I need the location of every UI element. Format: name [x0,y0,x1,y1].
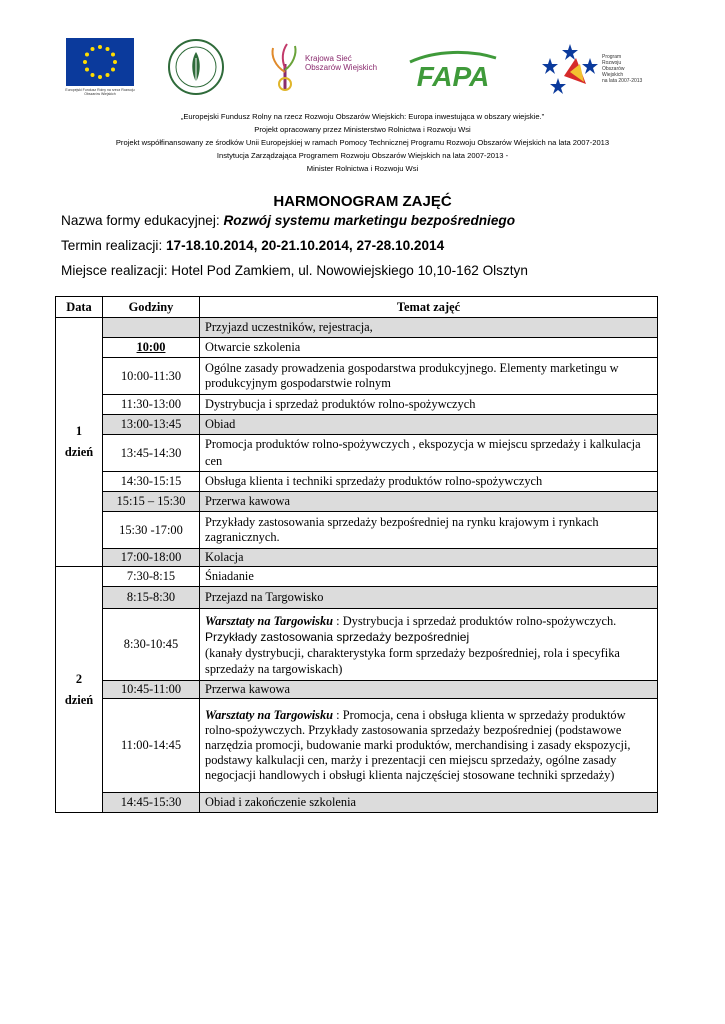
table-row [56,492,658,512]
table-row [56,549,658,567]
prow-stars-icon [540,42,600,98]
table-row [56,567,658,587]
workshop-title: Warsztaty na Targowisku [205,708,334,722]
table-row [56,435,658,472]
topic-cell: Ogólne zasady prowadzenia gospodarstwa produkcyjnego. Elementy marketingu w produkcyjnym gospodarstwie rolnym [200,358,658,395]
fapa-text: FAPA [416,61,490,92]
time-cell: 14:45-15:30 [103,793,200,813]
time-cell: 8:30-10:45 [103,609,200,681]
table-row [56,318,658,338]
topic-cell: Obiad i zakończenie szkolenia [200,793,658,813]
day-1-cell [56,318,103,567]
table-row [56,587,658,609]
topic-cell [200,699,658,793]
topic-cell [200,609,658,681]
topic-part-b: Przykłady zastosowania sprzedaży bezpośredniej [205,629,470,644]
header-line-2: Projekt opracowany przez Ministerstwo Rolnictwa i Rozwoju Wsi [254,125,471,134]
topic-cell: Obsługa klienta i techniki sprzedaży produktów rolno-spożywczych [200,472,658,492]
table-row [56,681,658,699]
time-cell: 10:00-11:30 [103,358,200,395]
table-row [56,472,658,492]
header-line-4: Instytucja Zarządzająca Programem Rozwoju Obszarów Wiejskich na lata 2007-2013 - [216,151,509,160]
ksow-text-2: Obszarów Wiejskich [305,63,378,72]
header-line-3: Projekt współfinansowany ze środków Unii Europejskiej w ramach Pomocy Technicznej Programu Rozwoju Obszarów Wiejskich na lata 2007-2013 [115,138,610,147]
ksow-tree-icon [265,42,305,92]
topic-cell: Przyjazd uczestników, rejestracja, [200,318,658,338]
term-label: Termin realizacji: [61,238,166,253]
topic-cell: Śniadanie [200,567,658,587]
term-line [61,238,444,253]
day-2-cell [56,567,103,813]
logo-strip [60,38,660,100]
table-header-row [56,297,658,318]
workshop-title: Warsztaty na Targowisku [205,613,334,628]
topic-cell: Przykłady zastosowania sprzedaży bezpośredniej na rynku krajowym i rynkach zagranicznych. [200,512,658,549]
topic-part-c: (kanały dystrybucji, charakterystyka form sprzedaży bezpośredniej, rola i specyfika sprzedaży na targowiskach) [205,645,620,676]
form-name-line [61,213,515,228]
form-label: Nazwa formy edukacyjnej: [61,213,224,228]
page-title: HARMONOGRAM ZAJĘĆ [273,193,452,210]
time-cell: 8:15-8:30 [103,587,200,609]
day-2-label: dzień [64,692,94,707]
header-line-1: „Europejski Fundusz Rolny na rzecz Rozwoju Obszarów Wiejskich: Europa inwestująca w obszary wiejskie.” [180,112,545,121]
time-cell: 14:30-15:15 [103,472,200,492]
prow-logo [540,42,660,98]
eu-flag-icon [66,38,134,86]
topic-cell: Obiad [200,415,658,435]
table-row [56,358,658,395]
prow-text-1: Program [602,54,622,60]
header-line-5: Minister Rolnictwa i Rozwoju Wsi [306,164,419,173]
schedule-table [55,296,658,813]
funding-header [40,110,685,175]
time-cell [103,318,200,338]
place-line [61,263,528,278]
table-row [56,609,658,681]
prow-text-3: Obszarów [602,66,625,72]
topic-cell: Przejazd na Targowisko [200,587,658,609]
place-label: Miejsce realizacji: [61,263,172,278]
topic-cell: Dystrybucja i sprzedaż produktów rolno-spożywczych [200,395,658,415]
topic-cell: Kolacja [200,549,658,567]
time-cell: 17:00-18:00 [103,549,200,567]
day-1-number: 1 [75,424,83,438]
table-row [56,338,658,358]
topic-part-a: : Promocja, cena i obsługa klienta w sprzedaży produktów rolno-spożywczych. Przykłady zastosowania sprzedaży bezpośredniej (podstawowe narzędzia promocji, budowanie marki produktów, merchandising i zasady ekspozycji, podstawy kalkulacji cen, marży i prezentacji cen miejscu sprzedaży, ogólne zasady negocjacji handlowych i obsługi klienta najczęściej stosowane techniki sprzedaży) [205,708,631,782]
time-cell: 13:45-14:30 [103,435,200,472]
header-topic: Temat zajęć [200,297,658,318]
eu-caption: Europejski Fundusz Rolny na rzecz Rozwoju Obszarów Wiejskich [65,88,135,96]
ministry-seal-icon [167,38,225,96]
topic-part-a: : Dystrybucja i sprzedaż produktów rolno-spożywczych. [333,613,617,628]
prow-text-4: Wiejskich [602,72,624,78]
ksow-logo [265,42,395,92]
header-day: Data [56,297,103,318]
table-row [56,699,658,793]
place-value: Hotel Pod Zamkiem, ul. Nowowiejskiego 10,10-162 Olsztyn [171,263,528,278]
time-cell: 10:00 [136,340,166,354]
time-cell: 7:30-8:15 [103,567,200,587]
term-value: 17-18.10.2014, 20-21.10.2014, 27-28.10.2014 [166,238,445,253]
time-cell: 15:15 – 15:30 [103,492,200,512]
ksow-text-1: Krajowa Sieć [305,54,352,63]
topic-cell: Promocja produktów rolno-spożywczych , ekspozycja w miejscu sprzedaży i kalkulacja cen [200,435,658,472]
prow-text-2: Rozwoju [602,60,622,66]
time-cell: 11:00-14:45 [103,699,200,793]
table-row [56,793,658,813]
form-value: Rozwój systemu marketingu bezpośredniego [223,213,515,228]
table-row [56,415,658,435]
day-1-label: dzień [64,445,94,459]
time-cell: 13:00-13:45 [103,415,200,435]
header-hours: Godziny [103,297,200,318]
fapa-logo [406,48,500,92]
topic-cell: Otwarcie szkolenia [200,338,658,358]
topic-cell: Przerwa kawowa [200,492,658,512]
prow-text-5: na lata 2007-2013 [602,78,643,84]
table-row [56,395,658,415]
time-cell: 15:30 -17:00 [103,512,200,549]
topic-cell: Przerwa kawowa [200,681,658,699]
eu-logo [60,38,140,100]
time-cell: 11:30-13:00 [103,395,200,415]
day-2-number: 2 [75,671,83,686]
time-cell: 10:45-11:00 [103,681,200,699]
table-row [56,512,658,549]
